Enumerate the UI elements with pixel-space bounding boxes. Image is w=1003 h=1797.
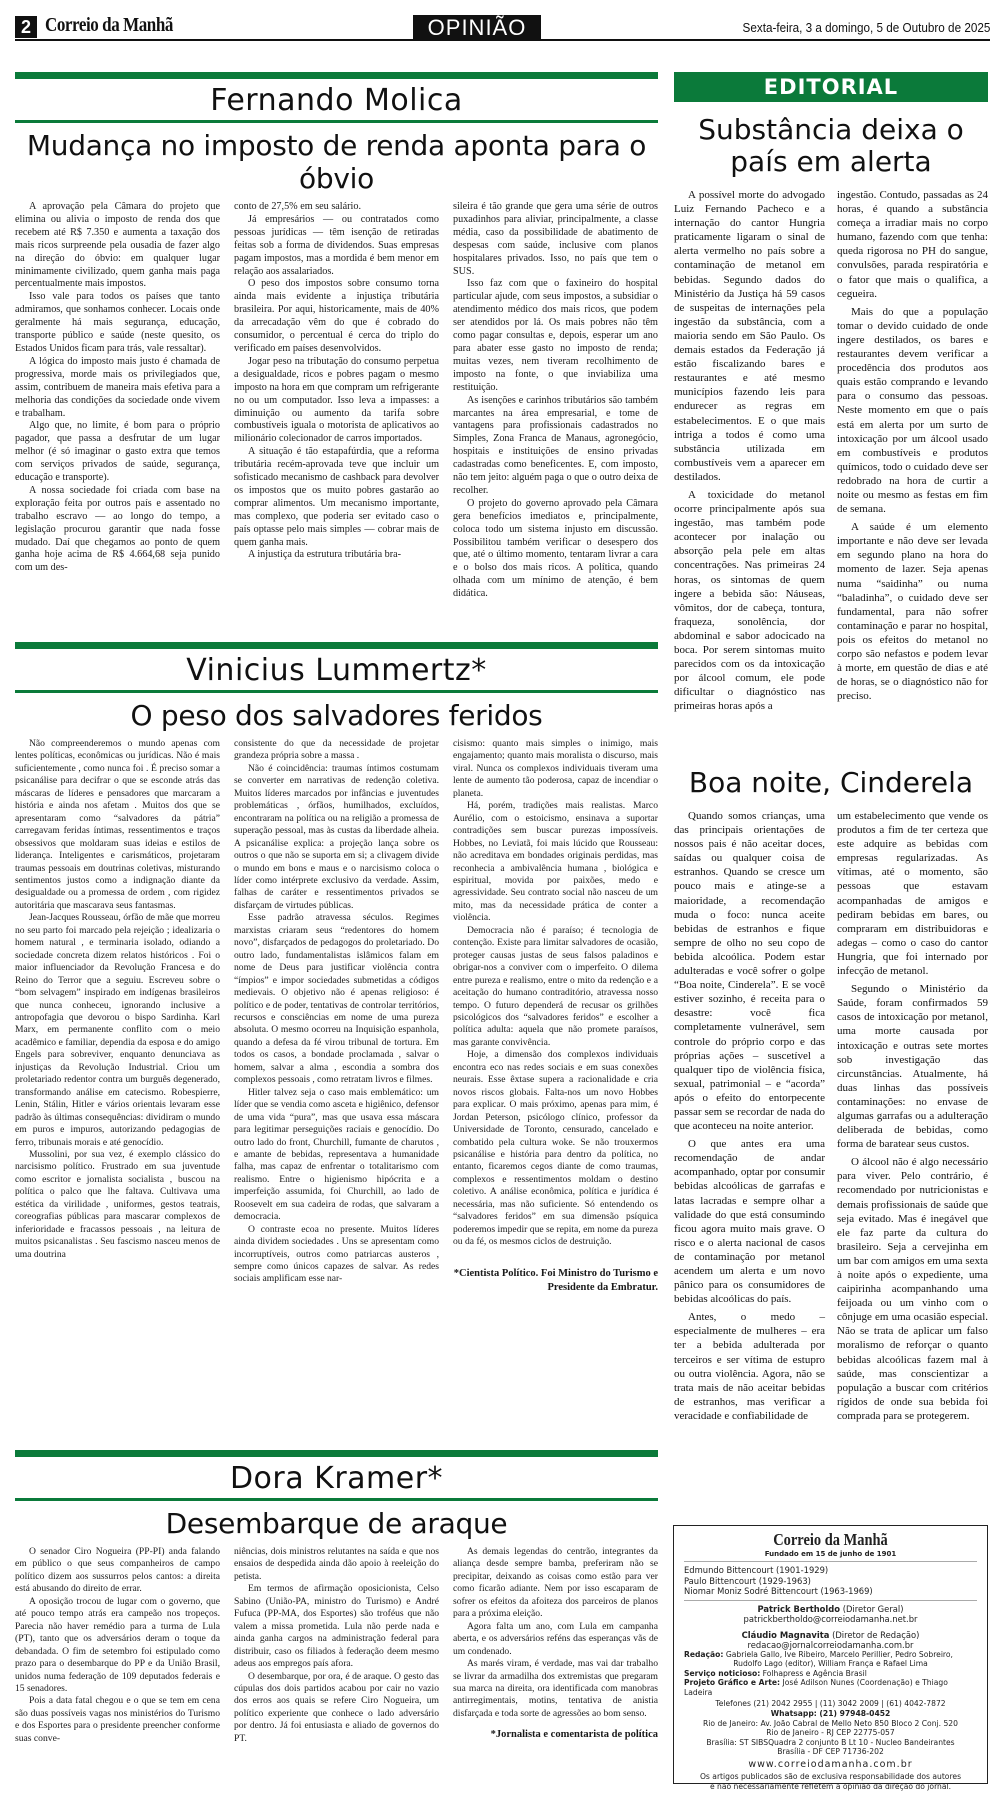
divider	[684, 1600, 977, 1601]
text-column	[234, 1546, 439, 1745]
paragraph: Antes, o medo – especialmente de mulheres – era ter a bebida adulterada por terceiros e ser vítima de estupro ou outra violência. Agora, não se trata mais de não aceitar bebidas de estranhos, mas verificar a veracidade e confiabilidade de	[674, 1311, 825, 1422]
whatsapp: Whatsapp: (21) 97948-0452	[770, 1709, 891, 1719]
staff-line-2: Rudolfo Lago (editor), William França e Rafael Lima	[733, 1659, 928, 1669]
paragraph: A saúde é um elemento importante e não deve ser levada em segundo plano na hora do momento de lazer. Seja apenas numa “saidinha” ou numa “baladinha”, o cuidado deve ser fundamental, para não sofrer contaminação e parar no hospital, pois os efeitos do metanol no corpo são nefastos e podem levar à morte, em questão de dias e até de horas, se o diagnóstico não for preciso.	[837, 521, 988, 703]
editorial-headline: Boa noite, Cinderela	[688, 766, 974, 799]
editorial-body	[674, 809, 988, 1423]
masthead-box	[673, 1525, 988, 1791]
paragraph: Não compreenderemos o mundo apenas com lentes políticas, econômicas ou jurídicas. Não é mais suficientemente , como nunca foi . É preciso somar a psicanálise para decifrar o que se esconde atrás das máscaras de líderes e pensadores que marcaram a história e ainda nos afetam . Muitos dos que se apresentaram como “salvadores da pátria” carregavam feridas íntimas, ressentimentos e traços obsessivos que moldaram suas ideias e estilos de liderança. Inteligentes e carismáticos, projetaram traumas pessoais em doutrinas coletivas, misturando sentimentos justos como a indignação diante da desigualdade ou a promessa de ordem , com rigidez autoritária que mascarava seus fantasmas.	[15, 738, 220, 911]
paragraph: A aprovação pela Câmara do projeto que elimina ou alivia o imposto de renda dos que recebem até R$ 7.350 e aumenta a taxação dos mais ricos surpreende pela ousadia de fazer algo na direção do óbvio: em qualquer lugar minimamente civilizado, quem ganha mais paga percentualmente mais impostos.	[15, 201, 220, 290]
paragraph: O projeto do governo aprovado pela Câmara gera benefícios imediatos e, principalmente, coloca todo um sistema injusto em discussão. Possibilitou também verificar o desespero dos que, até o último momento, tentaram livrar a cara e o bolso dos mais ricos. A política, quando olhada com um mínimo de atenção, é bem didática.	[453, 497, 658, 600]
paragraph: A lógica do imposto mais justo é chamada de progressiva, morde mais os privilegiados que, assim, contribuem de maneira mais efetiva para a melhoria das condições da sociedade onde vivem e trabalham.	[15, 355, 220, 419]
article-headline: Mudança no imposto de renda aponta para o óbvio	[26, 129, 647, 195]
paragraph: cisismo: quanto mais simples o inimigo, mais engajamento; quanto mais moralista o discurso, mais viral. Nunca os complexos individuais tiveram uma lente de aumento tão poderosa, capaz de incendiar o planeta.	[453, 738, 658, 799]
paragraph: O desembarque, por ora, é de araque. O gesto das cúpulas dos dois partidos acabou por cair no vazio dos erros aos quais se refere Ciro Nogueira, um político experiente que conhece o lado adversário por dentro. Já foi entusiasta e aliado de governos do PT.	[234, 1670, 439, 1744]
paragraph: Esse padrão atravessa séculos. Regimes marxistas criaram seus “redentores do homem novo”, disfarçados de pedagogos do proletariado. Do outro lado, fundamentalistas islâmicos falam em nome de Deus para justificar violência contra “ímpios” e impor sociedades submetidas a códigos medievais. O objetivo não é apenas religioso: é político e de poder, tentativas de controlar territórios, recursos e consciências em nome de uma pureza absoluta. O mesmo ocorreu na Inquisição espanhola, quando a defesa da fé virou tribunal de tortura. Em todos os casos, a bondade proclamada , salvar o homem, salvar a alma , escondia a sombra dos complexos pessoais , como retratam livros e filmes.	[234, 912, 439, 1086]
paragraph: A injustiça da estrutura tributária bra-	[248, 549, 402, 561]
news-service-line	[684, 1669, 977, 1679]
text-column	[674, 809, 825, 1423]
value: Gabriela Gallo, Ive Ribeiro, Marcelo Perillier, Pedro Sobreiro,	[723, 1649, 953, 1659]
df-cep: Brasília - DF CEP 71736-202	[777, 1747, 884, 1757]
text-column	[674, 188, 825, 713]
df-address: Brasília: ST SIBSQuadra 2 conjunto B Lt 10 - Nucleo Bandeirantes	[706, 1737, 955, 1747]
design-line	[684, 1678, 977, 1697]
rj-cep: Rio de Janeiro - RJ CEP 22775-057	[766, 1728, 895, 1738]
paragraph: Hitler talvez seja o caso mais emblemático: um líder que se vendia como asceta e higiênico, defensor de uma vida “pura”, mas que usava essa máscara para legitimar perseguições raciais e genocídio. Do outro lado do front, Churchill, fumante de charutos , e amante de bebidas, representava a humanidade falha, mas capaz de enfrentar o totalitarismo com realismo. Entre o higienismo hipócrita e a imperfeição assumida, foi Churchill, ao lado de Roosevelt em sua cadeira de rodas, que salvaram a democracia.	[234, 1086, 439, 1223]
paragraph: O contraste ecoa no presente. Muitos líderes ainda dividem sociedades . Uns se apresentam como incorruptíveis, outros como patriarcas austeros , sempre como únicos capazes de salvar. As redes sociais amplificam esse nar-	[234, 1223, 439, 1285]
paragraph: ingestão. Contudo, passadas as 24 horas, é quando a substância começa a irradiar mais no corpo humano, fazendo com que tenha: queda rigorosa no PH do sangue, convulsões, parada respiratória e o fator que mais o qualifica, a cegueira.	[837, 189, 988, 300]
text-column	[15, 1546, 220, 1745]
text-column	[234, 738, 439, 1295]
paragraph: As isenções e carinhos tributários são também marcantes na área empresarial, e tome de vantagens para profissionais cadastrados no Simples, Zona Franca de Manaus, agronegócio, hospitais e instituições de ensino privadas cadastradas como beneficentes. E, com imposto, não tem jeito: alguém paga o que o outro deixa de recolher.	[453, 394, 658, 496]
article-molica	[15, 72, 658, 642]
editor-email[interactable]: redacao@jornalcorreiodamanha.com.br	[747, 1639, 914, 1650]
newspaper-logo: Correio da Manhã	[45, 14, 173, 36]
article-headline: Desembarque de araque	[165, 1507, 508, 1540]
paragraph: Jogar peso na tributação do consumo perpetua a desigualdade, ricos e pobres pagam o mesmo imposto na hora em que compram um refrigerante no ou um computador. Isso leva a impasses: a diminuição ou aumento da tarifa sobre combustíveis iguala o motorista de aplicativos ao milionário colecionador de carros importados.	[234, 355, 439, 445]
disclaimer: Os artigos publicados são de exclusiva responsabilidade dos autores	[699, 1772, 962, 1782]
section-divider	[15, 1450, 658, 1457]
paragraph: Mais do que a população tomar o devido cuidado de onde ingere destilados, os bares e restaurantes devem verificar a procedência dos produtos aos quais estão comprando e levando para o consumo das pessoas. Neste momento em que o país está em alerta por um surto de intoxicação por um álcool usado em combustíveis e produtos químicos, todo o cuidado deve ser redobrado na hora de curtir a noite ou mesmo as festas em fim de semana.	[837, 305, 988, 516]
text-column	[837, 809, 988, 1423]
author-name: Dora Kramer*	[229, 1461, 444, 1496]
article-body	[15, 1546, 658, 1745]
director-email[interactable]: patrickbertholdo@correiodamanha.net.br	[743, 1613, 918, 1624]
paragraph: O álcool não é algo necessário para viver. Pelo contrário, é recomendado por nutricionistas e demais profissionais de saúde que seja evitado. Mas é inegável que ele faz parte da cultura do brasileiro. Seja a cervejinha em um bar com amigos em uma sexta à noite após o expediente, uma caipirinha acompanhando uma feijoada ou um vinho com o cônjuge em uma ocasião especial. Não se trata de aplicar um falso moralismo de reforçar o quanto bebidas alcoólicas fazem mal à saúde, mas conscientizar a população a buscar com critérios rígidos de onde sua bebida foi comprada para se protegerem.	[837, 1156, 988, 1422]
director-name: Patrick Bertholdo	[757, 1603, 841, 1614]
paragraph: Jean-Jacques Rousseau, órfão de mãe que morreu no seu parto foi marcado pela rejeição ; idealizaria o homem natural , e terminaria isolado, odiando a sociedade concreta dizem relatos históricos . Foi o maior influenciador da Revolução Francesa e do Reino do Terror que a seguiu. Escreveu sobre o “bom selvagem” inspirado em indígenas brasileiros que nunca conheceu, ignorando inclusive a antropofagia que devorou o bispo Sardinha. Karl Marx, em permanente conflito com o meio acadêmico e familiar, dependia da esposa e do amigo Engels para sobreviver, enquanto denunciava as injustiças da Revolução Industrial. Criou um proletariado redentor contra um burguês degenerado, transformando análise em catecismo. Robespierre, Lenin, Stálin, Hitler e vários orientais levaram esse padrão às últimas consequências: dividiram o mundo em puros e impuros, autorizando pedagogias de ferro, tribunais morais e até genocídio.	[15, 912, 220, 1148]
paragraph: Hoje, a dimensão dos complexos individuais encontra eco nas redes sociais e em suas conexões neurais. Esse êxtase supera a racionalidade e cria novos riscos globais. Falta-nos um novo Hobbes para explicar. O mais próximo, apenas para mim, é Jordan Peterson, psicólogo clínico, professor da Universidade de Toronto, censurado, cancelado e combatido pela cultura woke. Se não trouxermos psicanálise e história para dentro da política, no entanto, ficaremos cegos diante de como traumas, complexos e ressentimentos moldam o destino coletivo. A análise econômica, política e jurídica é necessária, mas não suficiente. Só entendendo os “salvadores feridos” em sua dimensão psíquica poderemos impedir que se repita, em nome da pureza ou da fé, os mesmos ciclos de destruição.	[453, 1049, 658, 1248]
director-role: (Diretor Geral)	[840, 1603, 904, 1614]
website-link[interactable]: www.correiodamanha.com.br	[748, 1759, 913, 1771]
editorial-headline: Substância deixa o país em alerta	[698, 113, 964, 178]
article-kramer	[15, 1450, 658, 1797]
paragraph: Algo que, no limite, é bom para o próprio pagador, que passa a desfrutar de um lugar melhor (é só imaginar o gasto extra que temos com serviços privados de saúde, segurança, educação e transporte).	[15, 420, 220, 484]
paragraph: O peso dos impostos sobre consumo torna ainda mais evidente a injustiça tributária brasileira. Por aqui, historicamente, mais de 40% da arrecadação vêm do que é cobrado do consumidor, o percentual é cerca do triplo do verificado em países desenvolvidos.	[234, 278, 439, 354]
text-column	[837, 188, 988, 713]
paragraph: consistente do que da necessidade de projetar grandeza própria sobre a massa .	[234, 738, 439, 762]
phones: Telefones (21) 2042 2955 | (11) 3042 2009 | (61) 4042-7872	[715, 1699, 946, 1709]
staff-line	[684, 1650, 977, 1660]
label: Projeto Gráfico e Arte:	[684, 1678, 781, 1688]
paragraph: Em termos de afirmação oposicionista, Celso Sabino (União-PA, ministro do Turismo) e André Fufuca (PP-MA, dos Esportes) são troféus que não valem a missa prometida. Lula não perde nada e ainda ganha cargos na administração federal para distribuir, caso os filiados à federação deem mesmo adeus aos empregos país afora.	[234, 1583, 439, 1670]
label: Redação:	[684, 1649, 724, 1659]
paragraph: um estabelecimento que vende os produtos a fim de ter certeza que este adquire as bebidas com empresas regularizadas. As vítimas, até o momento, são pessoas que estavam acompanhadas de amigos e pediram bebidas em bares, ou compraram em distribuidoras e adegas – como o caso do cantor Hungria, que foi internado por infecção de metanol.	[837, 810, 988, 978]
editor-line	[684, 1630, 977, 1640]
paragraph: sileira é tão grande que gera uma série de outros puxadinhos para aliviar, principalmente, a classe média, caso da possibilidade de abatimento de despesas com saúde, inclusive com planos hospitalares privados. Isso, no país que tem o SUS.	[453, 201, 658, 277]
divider	[684, 1561, 977, 1562]
paragraph: A nossa sociedade foi criada com base na exploração feita por outros país e assentado no trabalho escravo — ao longo do tempo, a legislação procurou garantir que nada fosse mudado. Daí que chegamos ao ponto de quem ganha hoje acima de R$ 4.664,68 seja punido com um des-	[15, 484, 220, 574]
section-divider	[15, 642, 658, 649]
box-logo: Correio da Manhã	[773, 1530, 888, 1549]
paragraph: Democracia não é paraíso; é tecnologia de contenção. Existe para limitar salvadores de ocasião, proteger causas justas de seus falsos paladinos e obrigar-nos a conviver com o imperfeito. O dilema entre pureza e realismo, entre o mito da redenção e a aceitação do humano contraditório, atravessa nosso tempo. O futuro dependerá de recusar os grilhões psicológicos dos “salvadores feridos” e escolher a política adulta: aquela que não promete paraísos, mas garante convivência.	[453, 924, 658, 1048]
founder: Edmundo Bittencourt (1901-1929)	[684, 1565, 829, 1575]
editor-role: (Diretor de Redação)	[829, 1629, 920, 1640]
paragraph: Isso faz com que o faxineiro do hospital particular ajude, com seus impostos, a subsidiar o atendimento médico dos mais ricos, que podem ser atendidos por lá. Os mais pobres não têm como pagar consultas e, depois, esperar um ano para abater esse gasto no imposto de renda; muitas vezes, nem tiveram recolhimento de imposto na fonte, o que inviabiliza uma restituição.	[453, 278, 658, 393]
article-body	[15, 201, 658, 601]
author-bio: *Cientista Político. Foi Ministro do Turismo e Presidente da Embratur.	[453, 1267, 658, 1293]
author-bio: *Jornalista e comentarista de política	[490, 1729, 658, 1741]
paragraph: Pois a data fatal chegou e o que se tem em cena são duas possíveis vagas nos ministérios do Turismo e dos Esportes para o presidente preencher conforme suas conve-	[15, 1695, 220, 1744]
value: José Adilson Nunes (Coordenação) e Thiago Ladeira	[684, 1678, 948, 1697]
text-column	[234, 201, 439, 601]
article-lummertz	[15, 642, 658, 1442]
section-divider	[15, 72, 658, 79]
paragraph: A possível morte do advogado Luiz Fernando Pacheco e a internação do cantor Hungria praticamente ligaram o sinal de alerta vermelho no país sobre a contaminação de metanol em bebidas. Segundo dados do Ministério da Justiça há 59 casos de suspeitas de internações pela ingestão da substância, com a maioria sendo em São Paulo. Os demais estados da Federação já estão fiscalizando bares e restaurantes e até mesmo municípios fazendo leis para endurecer as regras em estabelecimentos. E o que mais intriga a todos é como uma substância utilizada em combustíveis vem a aparecer em destilados.	[674, 189, 825, 483]
paragraph: A situação é tão estapafúrdia, que a reforma tributária recém-aprovada teve que incluir um sofisticado mecanismo de cashback para devolver os impostos que os muito pobres gastarão ao comprar alimentos. Um mecanismo importante, mas complexo, que poderia ser evitado caso o país optasse pelo mais simples — cobrar mais de quem ganha mais.	[234, 446, 439, 548]
paragraph: A toxicidade do metanol ocorre principalmente após sua ingestão, mas também pode acontecer por inalação ou absorção pela pele em altas concentrações. Nas primeiras 24 horas, os sintomas de quem ingere a bebida são: Náuseas, vômitos, dor de cabeça, tontura, fraqueza, sonolência, dor abdominal e sabor adocicado na boca. Por serem sintomas muito parecidos com os da intoxicação por álcool comum, ele pode dificultar o diagnóstico nas primeiras horas após a	[674, 488, 825, 713]
page-number: 2	[15, 16, 37, 38]
author-name: Vinicius Lummertz*	[186, 653, 487, 688]
text-column	[453, 201, 658, 601]
paragraph: Não é coincidência: traumas íntimos costumam se converter em narrativas de redenção coletiva. Muitos líderes marcados por infâncias e juventudes problemáticas , órfãos, humilhados, excluídos, encontraram na política ou na religião a promessa de superação pessoal, mas às custas da liberdade alheia. A psicanálise explica: a projeção lança sobre os outros o que não se suporta em si; a clivagem divide o mundo em bons e maus e o narcisismo coloca o líder como intérprete exclusivo da verdade. Assim, falhas de caráter e ressentimentos privados se disfarçam de virtudes públicas.	[234, 762, 439, 911]
paragraph: Isso vale para todos os países que tanto admiramos, que sonhamos conhecer. Locais onde geralmente há mais segurança, educação, transporte público e saúde (neste quesito, os Estados Unidos ficam para trás, vale ressaltar).	[15, 291, 220, 354]
paragraph: As demais legendas do centrão, integrantes da aliança desde sempre bamba, preferiram não se precipitar, deixando as coisas como estão para ver como ficarão adiante. Nem por isso escaparam de sofrer os efeitos da afoiteza dos parceiros de planos para a próxima eleição.	[453, 1546, 658, 1620]
director-line	[684, 1604, 977, 1614]
editorial	[674, 72, 988, 752]
paragraph: Agora falta um ano, com Lula em campanha aberta, e os adversários reféns das esperanças vãs de um condenado.	[453, 1620, 658, 1657]
text-column	[15, 738, 220, 1295]
section-label: OPINIÃO	[413, 15, 541, 41]
article-body	[15, 738, 658, 1295]
text-column	[453, 738, 658, 1295]
issue-date: Sexta-feira, 3 a domingo, 5 de Outubro de 2025	[742, 20, 990, 35]
author-name: Fernando Molica	[210, 83, 463, 118]
paragraph: niências, dois ministros relutantes na saída e que nos ensaios de despedida ainda dão apoio à reeleição do petista.	[234, 1546, 439, 1582]
editorial-banner: EDITORIAL	[674, 72, 988, 102]
paragraph: Mussolini, por sua vez, é exemplo clássico do narcisismo político. Frustrado em sua juventude como escritor e jornalista socialista , buscou na política o palco que lhe faltava. Cultivava uma estética da virilidade , uniformes, gestos teatrais, coreografias públicas para mascarar complexos de inferioridade e fracassos pessoais , na leitura de muitos psicanalistas . Seu fascismo nasceu menos de uma doutrina	[15, 1148, 220, 1260]
paragraph: O que antes era uma recomendação de andar acompanhado, optar por consumir bebidas alcoólicas de garrafas e latas lacradas e sempre olhar a validade do que está consumindo ficou agora muito mais grave. O risco e o alerta nacional de casos de contaminação por metanol acendem um alerta e um novo pânico para os consumidores de bebidas alcoólicas do país.	[674, 1138, 825, 1306]
paragraph: conto de 27,5% em seu salário.	[234, 201, 362, 212]
paragraph: O senador Ciro Nogueira (PP-PI) anda falando em público o que seus companheiros de campo político dizem aos sussurros pelos cantos: a direita está abusando do direito de errar.	[15, 1546, 220, 1595]
founder: Niomar Moniz Sodré Bittencourt (1963-1969)	[684, 1586, 873, 1596]
disclaimer: e não necessariamente refletem a opinião da direção do jornal.	[709, 1781, 952, 1791]
founded-date: Fundado em 15 de junho de 1901	[764, 1550, 897, 1558]
label: Serviço noticioso:	[684, 1668, 761, 1678]
founder: Paulo Bittencourt (1929-1963)	[684, 1575, 811, 1586]
paragraph: Há, porém, tradições mais realistas. Marco Aurélio, com o estoicismo, ensinava a suportar contradições sem buscar purezas impossíveis. Hobbes, no Leviatã, foi mais lúcido que Rousseau: não acreditava em bondades originais perdidas, mas reconhecia a ambivalência humana , biológica e espiritual, movida por paixões, medo e agressividade. Seu contrato social não nasceu de um mito, mas da necessidade prática de conter a violência.	[453, 800, 658, 924]
text-column	[453, 1546, 658, 1745]
value: Folhapress e Agência Brasil	[760, 1668, 867, 1678]
editorial-body	[674, 188, 988, 713]
article-headline: O peso dos salvadores feridos	[130, 699, 543, 732]
paragraph: Segundo o Ministério da Saúde, foram confirmados 59 casos de intoxicação por metanol, uma morte causada por intoxicação e outras sete mortes sob investigação das circunstâncias. Atualmente, há duas linhas das possíveis contaminações: no envase de algumas garrafas ou a adulteração deliberada de bebidas, como forma de baratear seus custos.	[837, 983, 988, 1151]
paragraph: As marés viram, é verdade, mas vai dar trabalho se livrar da armadilha dos extremistas que pregaram sua marca na direita, ora identificada com manobras antirregimentais, motins, tentativa de anistia disfarçada e toda sorte de agressões ao bom senso.	[453, 1658, 658, 1719]
text-column	[15, 201, 220, 601]
rj-address: Rio de Janeiro: Av. João Cabral de Mello Neto 850 Bloco 2 Conj. 520	[703, 1718, 958, 1728]
paragraph: Quando somos crianças, uma das principais orientações de nossos pais é não aceitar doces, saídas ou qualquer coisa de estranhos. Quando se cresce um pouco mais e atinge-se a maioridade, a recomendação muda o foco: nunca aceite bebidas de estranhos e fique sempre de olho no seu copo de bebida alcoólica. Podem estar adulteradas e você sofrer o golpe “Boa noite, Cinderela”. E se você estiver sozinho, é receita para o desastre: você fica completamente vulnerável, sem controle do próprio corpo e das próprias ações – suscetível a qualquer tipo de violência física, sexual, patrimonial – e “acorda” após o efeito do entorpecente passar sem se recordar de nada do que aconteceu na noite anterior.	[674, 810, 825, 1133]
editor-name: Cláudio Magnavita	[741, 1629, 830, 1640]
editorial-cinderela	[674, 752, 988, 1522]
paragraph: A oposição trocou de lugar com o governo, que até pouco tempo atrás era campeão nos tropeços. Parecia não haver remédio para a turma de Lula (PT), tanto que os adversários deram o toque da debandada. O fim de setembro foi estipulado como prazo para o desembarque do PP e da União Brasil, unidos numa federação de 109 deputados federais e 15 senadores.	[15, 1595, 220, 1694]
paragraph: Já empresários — ou contratados como pessoas jurídicas — têm isenção de retiradas feitas sob a forma de dividendos. Suas empresas pagam impostos, mas a mordida é bem menor em relação aos assalariados.	[234, 213, 439, 277]
page-header	[15, 14, 990, 41]
